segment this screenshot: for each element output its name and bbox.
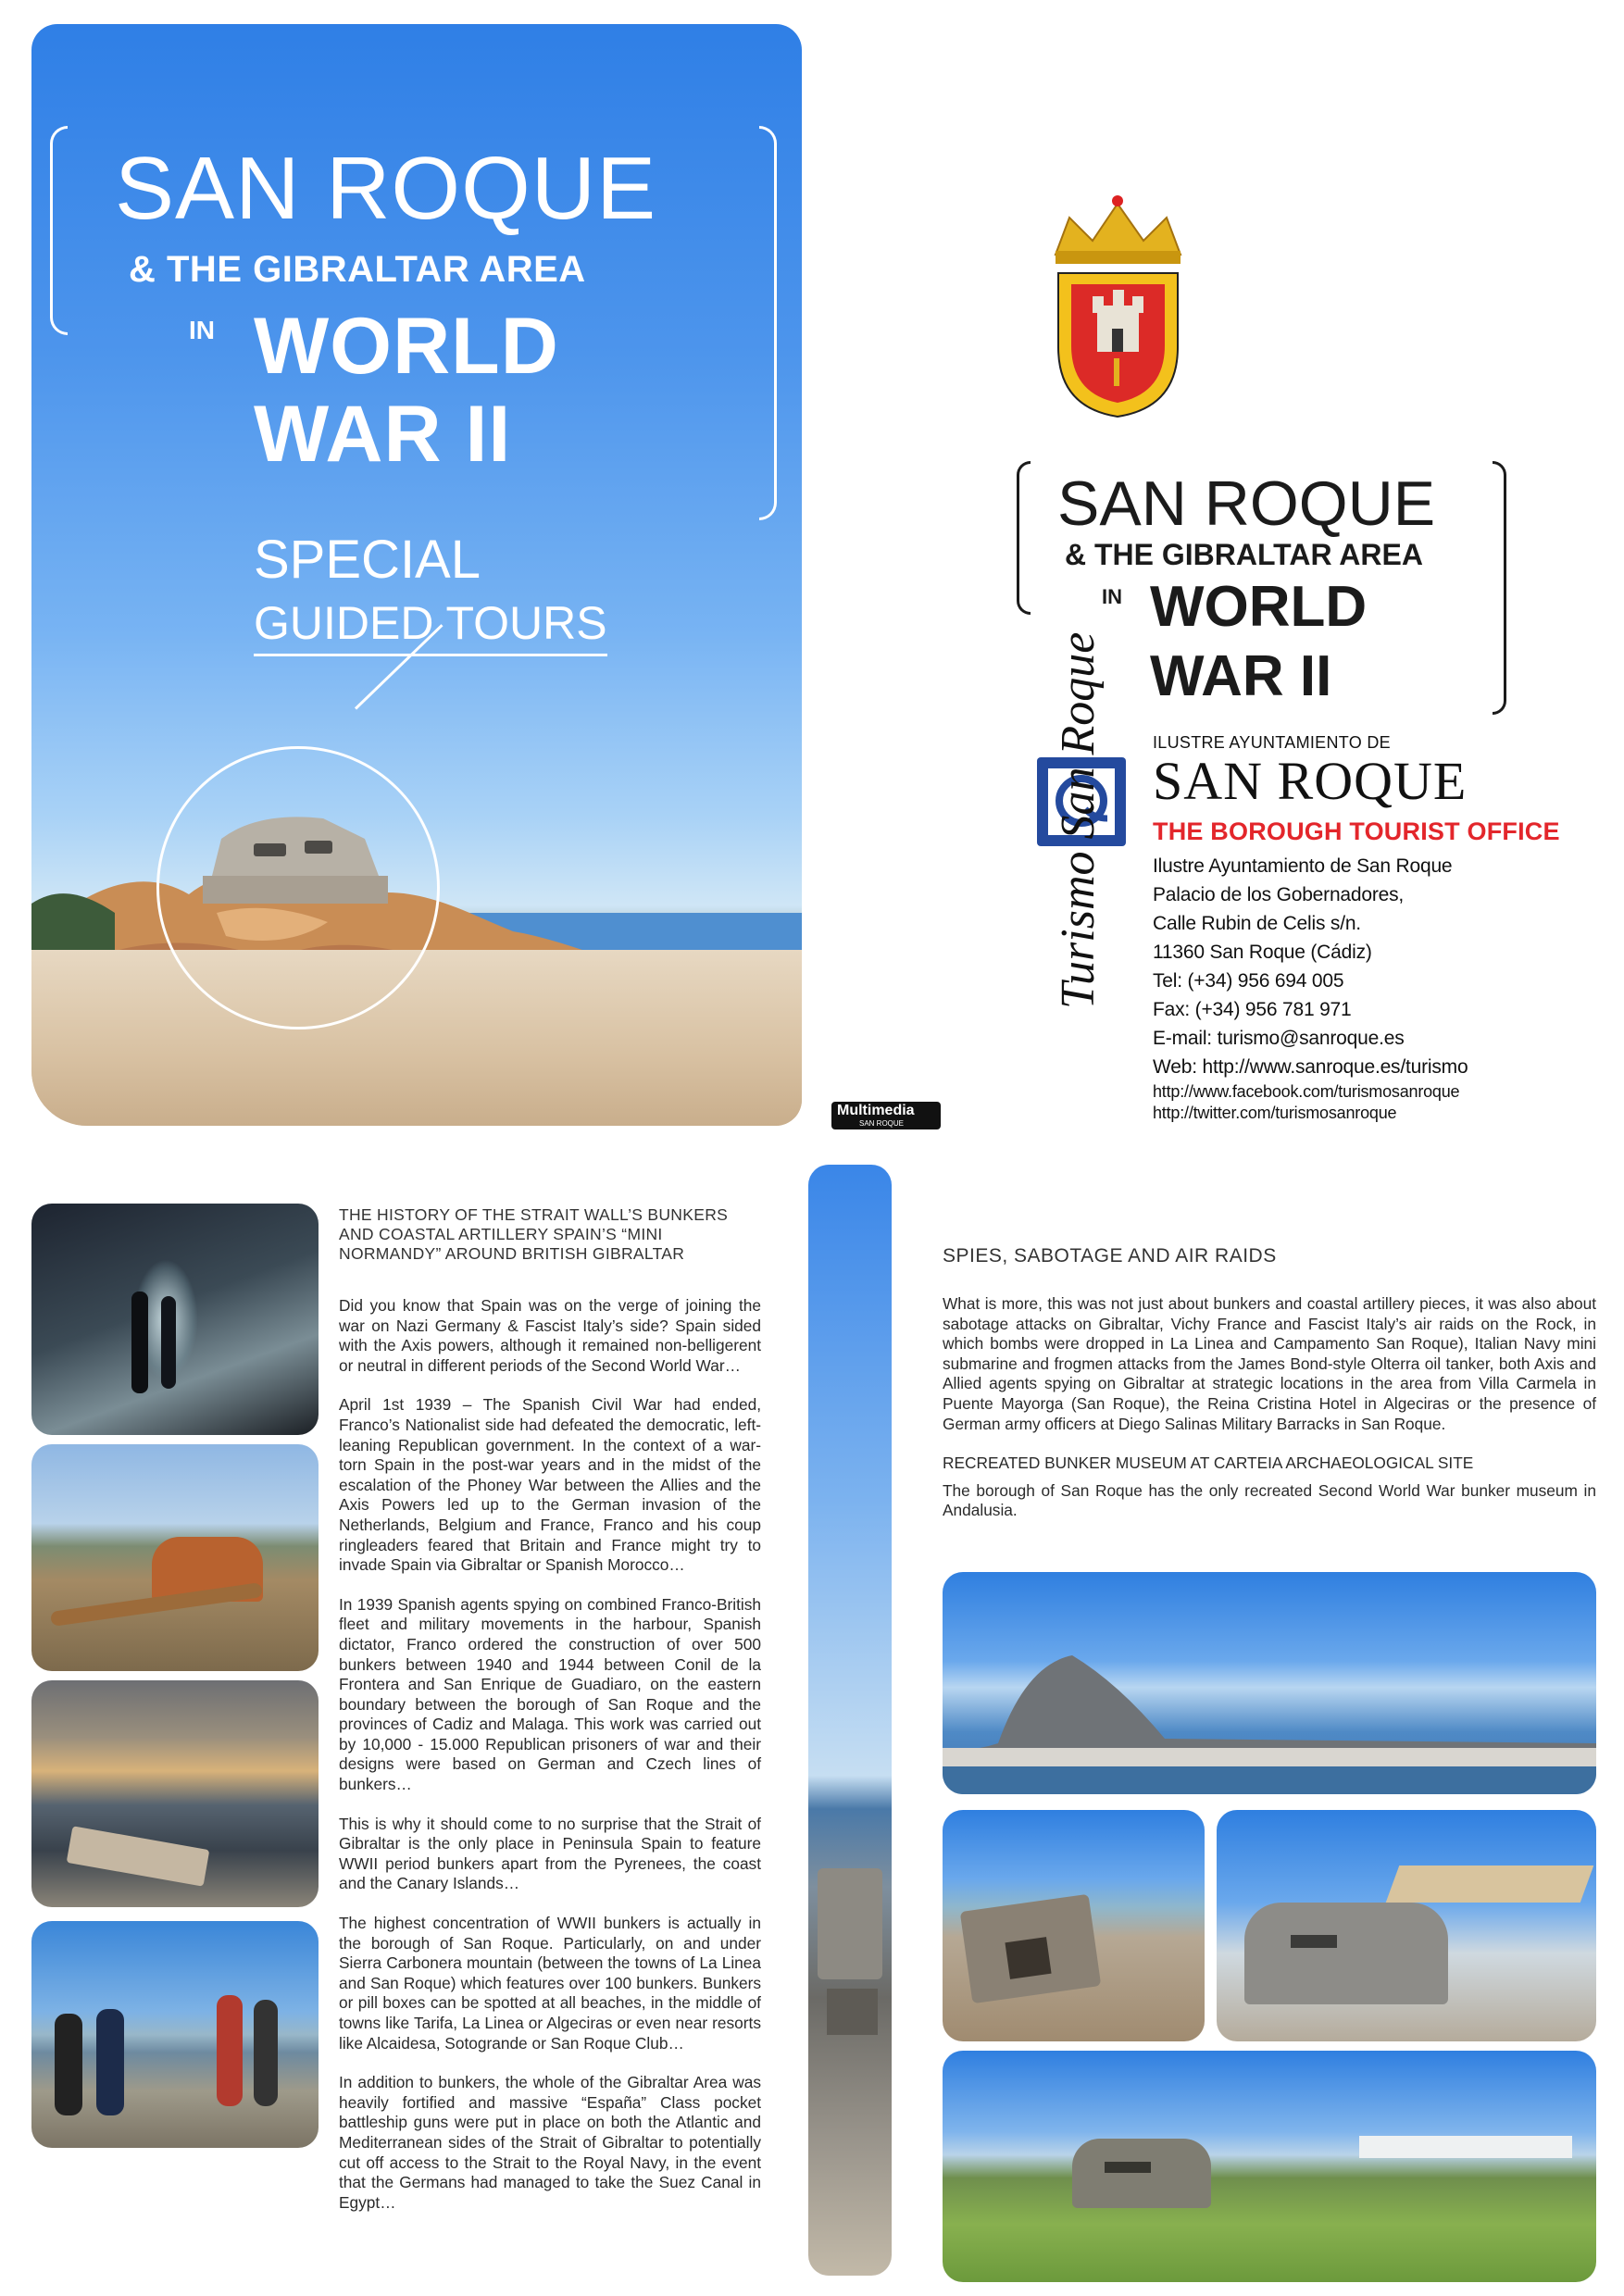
san-roque-wordmark: SAN ROQUE xyxy=(1153,751,1468,811)
fax-line: Fax: (+34) 956 781 971 xyxy=(1153,999,1352,1020)
center-photo-strip xyxy=(808,1165,892,2276)
cover-panel xyxy=(31,24,802,1126)
left-article-heading: THE HISTORY OF THE STRAIT WALL’S BUNKERS AND COASTAL ARTILLERY SPAIN’S “MINI NORMANDY” AROUND BRITISH GIBRALTAR xyxy=(339,1205,729,1263)
sunset-beach-photo xyxy=(31,1680,319,1907)
article-paragraph: This is why it should come to no surprise that the Strait of Gibraltar is the only place in Peninsula Spain to feature WWII period bunkers apart from the Pyrenees, the coast and the Canary Islands… xyxy=(339,1814,761,1893)
cover-war: WAR II xyxy=(254,390,512,479)
right-bracket xyxy=(759,126,777,520)
museum-subheading: RECREATED BUNKER MUSEUM AT CARTEIA ARCHAEOLOGICAL SITE xyxy=(943,1454,1474,1473)
article-paragraph: The highest concentration of WWII bunkers is actually in the borough of San Roque. Particularly, on and under Sierra Carbonera mountain (between the towns of La Linea and San Roque) which features over 100 bunkers. Bunkers or pill boxes can be spotted at all beaches, in the middle of towns like Tarifa, La Linea or Algeciras or even near resorts like Alcaidesa, Sotogrande or San Roque Club… xyxy=(339,1914,761,2053)
header-subtitle: & THE GIBRALTAR AREA xyxy=(1065,538,1423,571)
header-war: WAR II xyxy=(1150,644,1332,708)
header-left-bracket xyxy=(1017,461,1031,615)
multimedia-badge: Multimedia SAN ROQUE xyxy=(831,1102,941,1129)
article-paragraph: In addition to bunkers, the whole of the Gibraltar Area was heavily fortified and massive “España” Class pocket battleship guns were put in place on both the Atlantic and Mediterranean sides of the Strait of Gibraltar to potentially cut off access to the Strait to the Royal Navy, in the event that the Germans had managed to take the Suez Canal in Egypt… xyxy=(339,2073,761,2212)
cover-subtitle: & THE GIBRALTAR AREA xyxy=(129,249,586,290)
artillery-gun-photo xyxy=(31,1444,319,1671)
contact-line: 11360 San Roque (Cádiz) xyxy=(1153,942,1372,963)
contact-line: Calle Rubin de Celis s/n. xyxy=(1153,913,1361,934)
article-paragraph: In 1939 Spanish agents spying on combined Franco-British fleet and military movements in the harbour, Spanish dictator, Franco ordered the construction of over 500 bunkers between 1940 and 1944 between Conil de la Frontera and San Enrique de Guadiaro, on the eastern boundary between the borough of San Roque and the provinces of Cadiz and Malaga. This work was carried out by 10,000 - 15.000 Republican prisoners of war and their designs were based on German and Czech lines of bunkers… xyxy=(339,1594,761,1794)
golf-course-bunker-photo xyxy=(943,2051,1596,2282)
header-in-label: IN xyxy=(1102,585,1122,608)
facebook-link[interactable]: http://www.facebook.com/turismosanroque xyxy=(1153,1082,1460,1101)
turismo-san-roque-logo: Turismo San Roque xyxy=(1052,631,1105,1009)
left-article-body xyxy=(339,1296,761,2232)
article-paragraph: The borough of San Roque has the only recreated Second World War bunker museum in Andalusia. xyxy=(943,1480,1596,1520)
bunker-museum-photo xyxy=(1217,1810,1596,2041)
cover-guided-tours: GUIDED TOURS xyxy=(254,596,607,656)
left-bracket xyxy=(50,126,68,335)
contact-block xyxy=(1153,852,1468,1124)
twitter-link[interactable]: http://twitter.com/turismosanroque xyxy=(1153,1104,1397,1122)
header-right-bracket xyxy=(1493,461,1506,715)
article-paragraph: April 1st 1939 – The Spanish Civil War had ended, Franco’s Nationalist side had defeated the democratic, left-leaning Republican government. In the context of a war-torn Spain in the post-war years and in the midst of the escalation of the Phoney War between the Allies and the Axis Powers led up to the German invasion of the Netherlands, Belgium and France, Franco and his coup ringleaders feared that Britain and France might try to invade Spain via Gibraltar or Spanish Morocco… xyxy=(339,1395,761,1575)
cover-title: SAN ROQUE xyxy=(115,139,657,238)
right-article-body xyxy=(943,1294,1596,1541)
ayuntamiento-label: ILUSTRE AYUNTAMIENTO DE xyxy=(1153,733,1391,752)
header-title: SAN ROQUE xyxy=(1057,468,1436,539)
cover-special: SPECIAL xyxy=(254,530,481,590)
contact-line: Palacio de los Gobernadores, xyxy=(1153,884,1405,905)
cover-in-label: IN xyxy=(189,316,215,344)
header-world: WORLD xyxy=(1150,575,1368,639)
collapsed-bunker-photo xyxy=(943,1810,1205,2041)
hikers-viewpoint-photo xyxy=(31,1921,319,2148)
rock-of-gibraltar-photo xyxy=(943,1572,1596,1794)
coat-of-arms-icon xyxy=(1042,190,1194,421)
contact-line: Ilustre Ayuntamiento de San Roque xyxy=(1153,855,1453,877)
beach-sand xyxy=(31,950,802,1126)
web-link[interactable]: Web: http://www.sanroque.es/turismo xyxy=(1153,1056,1468,1078)
phone-line[interactable]: Tel: (+34) 956 694 005 xyxy=(1153,970,1344,992)
article-paragraph: What is more, this was not just about bunkers and coastal artillery pieces, it was also about sabotage attacks on Gibraltar, Vichy France and Fascist Italy’s air raids on the Rock, in which bombs were dropped in La Linea and Campamento San Roque), Italian Navy mini submarine and frogmen attacks from the James Bond-style Olterra oil tanker, both Axis and Allied agents spying on Gibraltar at strategic locations in the area from Villa Carmela in Puente Mayorga (San Roque), the Reina Cristina Hotel in Algeciras or the presence of German army officers at Diego Salinas Military Barracks in San Roque. xyxy=(943,1294,1596,1433)
cover-world: WORLD xyxy=(254,302,559,391)
tourist-office-title: THE BOROUGH TOURIST OFFICE xyxy=(1153,817,1560,845)
article-paragraph: Did you know that Spain was on the verge of joining the war on Nazi Germany & Fascist Italy’s side? Spain sided with the Axis powers, although it remained non-belligerent or neutral in different periods of the Second World War… xyxy=(339,1296,761,1375)
right-article-heading: SPIES, SABOTAGE AND AIR RAIDS xyxy=(943,1245,1277,1267)
tunnel-photo xyxy=(31,1204,319,1435)
highlight-circle xyxy=(156,746,440,1029)
email-link[interactable]: E-mail: turismo@sanroque.es xyxy=(1153,1028,1405,1049)
